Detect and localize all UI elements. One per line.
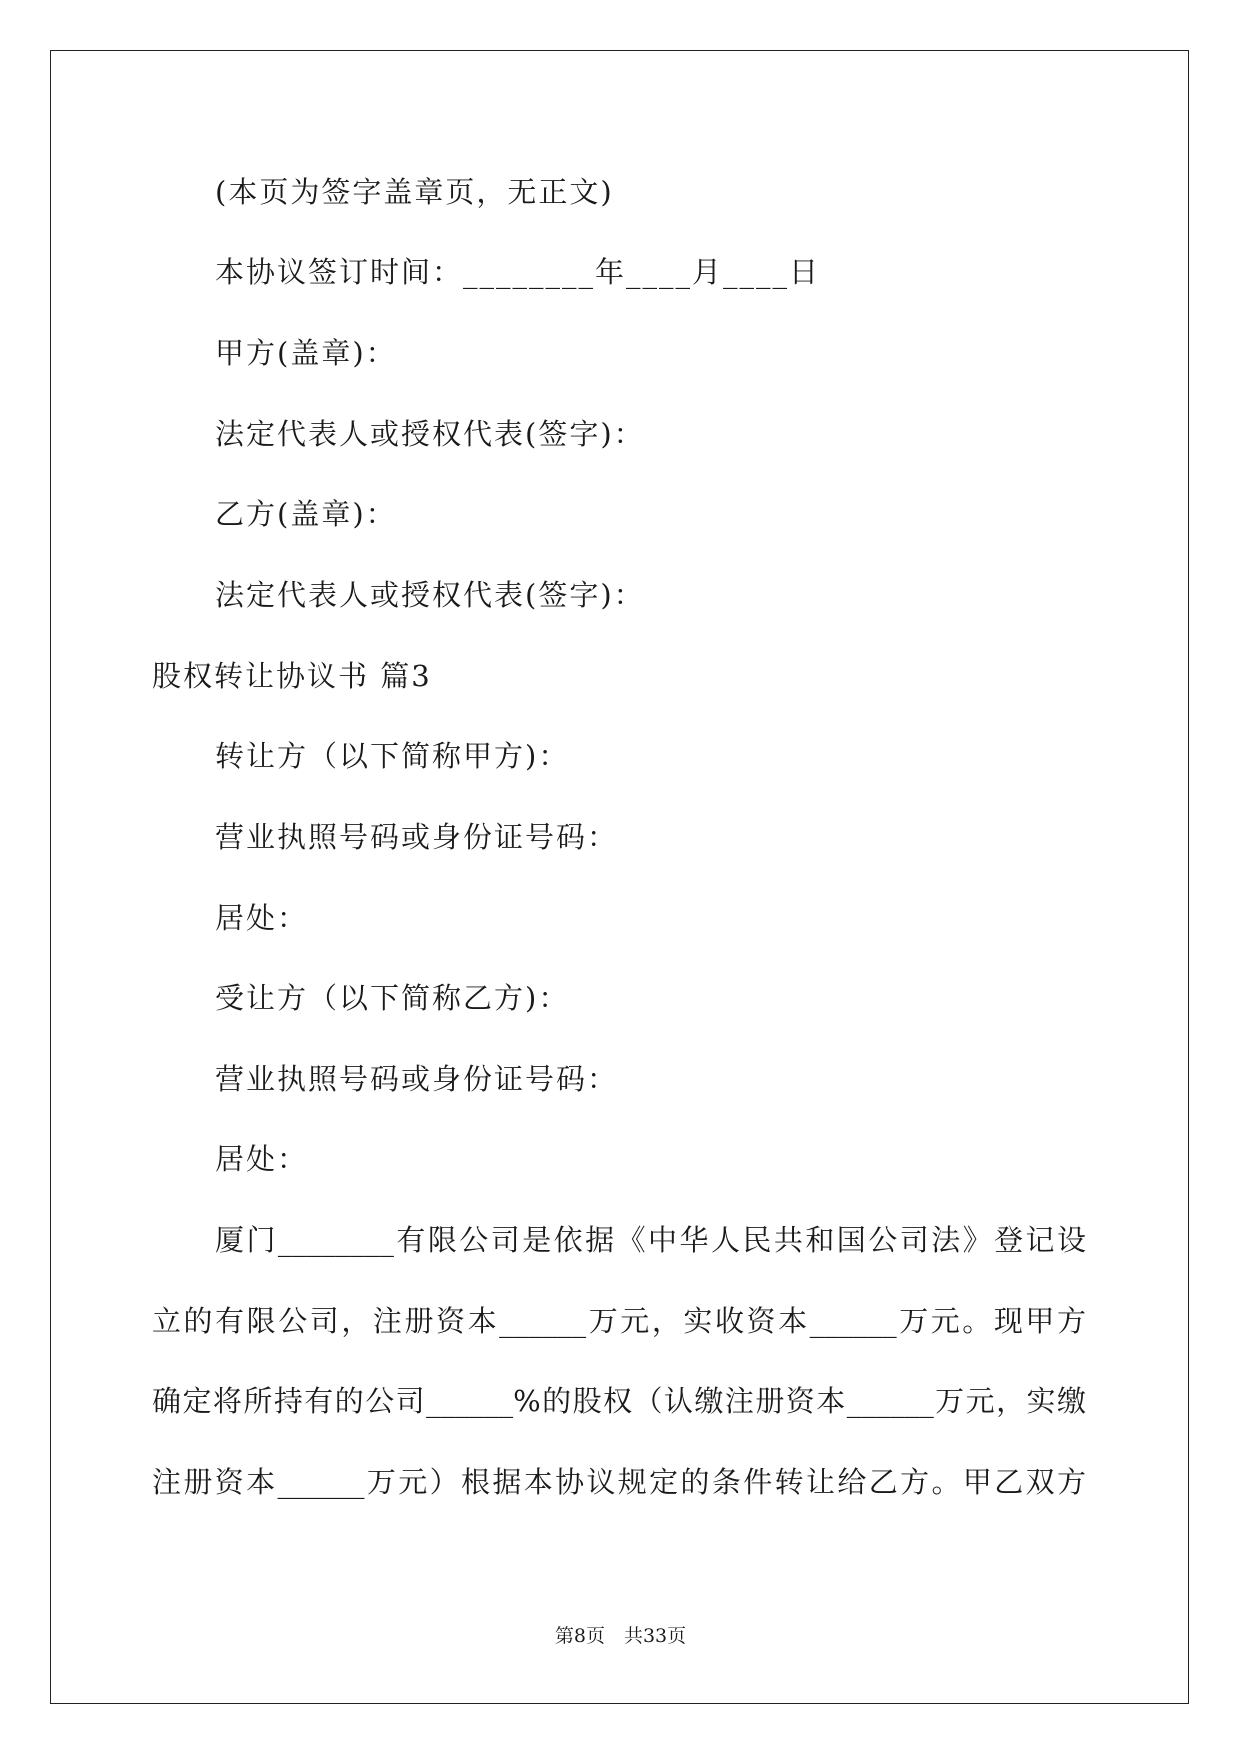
page-border — [50, 50, 1189, 1704]
page-number-footer: 第8页 共33页 — [554, 1625, 687, 1647]
transferee-line: 受让方（以下简称乙方)： — [215, 981, 570, 1015]
party-a-seal-line: 甲方(盖章)： — [215, 336, 397, 370]
section-heading: 股权转让协议书 篇3 — [152, 659, 432, 693]
signature-page-note: (本页为签字盖章页，无正文) — [215, 175, 614, 209]
transferee-license-line: 营业执照号码或身份证号码： — [215, 1062, 619, 1096]
transferee-residence-line: 居处： — [215, 1142, 309, 1176]
transferor-line: 转让方（以下简称甲方)： — [215, 739, 570, 773]
body-paragraph-line-1: 厦门________有限公司是依据《中华人民共和国公司法》登记设 — [215, 1223, 1086, 1257]
party-b-representative-line: 法定代表人或授权代表(签字)： — [215, 578, 645, 612]
party-a-representative-line: 法定代表人或授权代表(签字)： — [215, 417, 645, 451]
body-paragraph-line-4: 注册资本______万元）根据本协议规定的条件转让给乙方。甲乙双方 — [152, 1465, 1086, 1499]
transferor-license-line: 营业执照号码或身份证号码： — [215, 820, 619, 854]
transferor-residence-line: 居处： — [215, 901, 309, 935]
signing-date-line: 本协议签订时间：________年____月____日 — [215, 255, 821, 289]
body-paragraph-line-3: 确定将所持有的公司______%的股权（认缴注册资本______万元，实缴 — [152, 1384, 1086, 1418]
party-b-seal-line: 乙方(盖章)： — [215, 497, 397, 531]
body-paragraph-line-2: 立的有限公司，注册资本______万元，实收资本______万元。现甲方 — [152, 1304, 1086, 1338]
